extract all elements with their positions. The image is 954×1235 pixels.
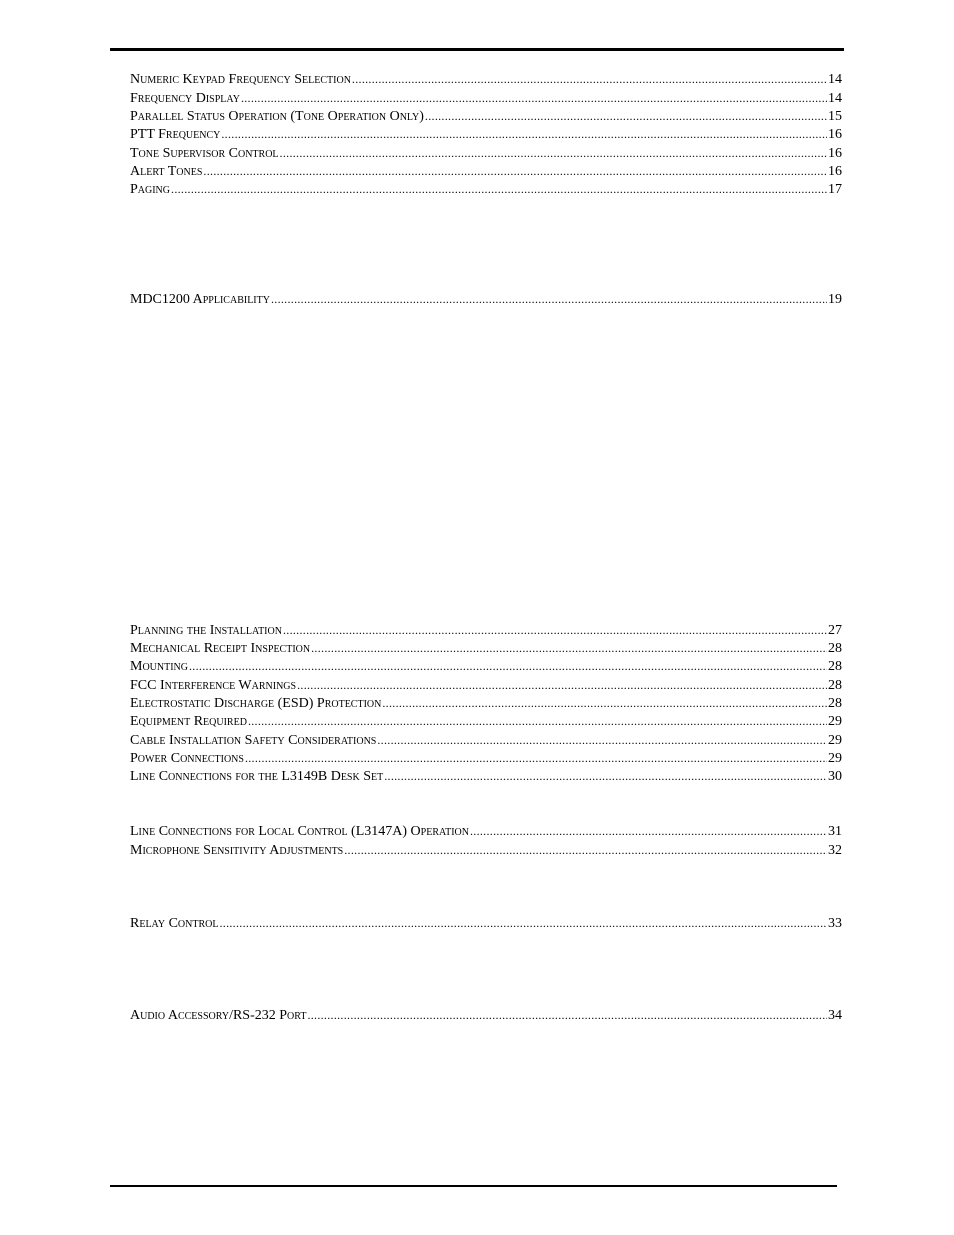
toc-entry-mechanical-receipt-inspection[interactable] (130, 640, 842, 656)
toc-entry-planning-the-installation[interactable] (130, 622, 842, 638)
toc-entry-title: Numeric Keypad Frequency Selection (130, 72, 351, 87)
toc-entry-tone-supervisor-control[interactable] (130, 145, 842, 161)
dot-leader (219, 915, 827, 931)
toc-entry-title: FCC Interference Warnings (130, 678, 297, 693)
dot-leader (470, 823, 827, 839)
dot-leader (221, 126, 827, 142)
toc-entry-page: 14 (828, 91, 842, 106)
dot-leader (384, 768, 827, 784)
header-rule (110, 48, 844, 51)
dot-leader (382, 695, 827, 711)
toc-entry-page: 28 (828, 696, 842, 711)
toc-entry-page: 14 (828, 72, 842, 87)
toc-entry-title: Alert Tones (130, 164, 203, 179)
toc-entry-page: 28 (828, 641, 842, 656)
toc-entry-microphone-sensitivity[interactable] (130, 842, 842, 858)
dot-leader (344, 842, 827, 858)
toc-entry-audio-accessory-port[interactable] (130, 1007, 842, 1023)
toc-entry-title: Power Connections (130, 751, 244, 766)
toc-entry-page: 16 (828, 146, 842, 161)
toc-entry-title: Tone Supervisor Control (130, 146, 279, 161)
toc-entry-title: Planning the Installation (130, 623, 282, 638)
toc-entry-page: 29 (828, 733, 842, 748)
dot-leader (283, 622, 827, 638)
toc-entry-line-connections-local-control[interactable] (130, 823, 842, 839)
toc-entry-page: 16 (828, 164, 842, 179)
toc-entry-page: 29 (828, 714, 842, 729)
dot-leader (311, 640, 827, 656)
toc-entry-page: 27 (828, 623, 842, 638)
dot-leader (425, 108, 827, 124)
toc-entry-mdc1200-applicability[interactable] (130, 291, 842, 307)
toc-entry-title: Relay Control (130, 916, 219, 931)
toc-entry-relay-control[interactable] (130, 915, 842, 931)
toc-entry-title: Equipment Required (130, 714, 247, 729)
toc-entry-page: 19 (828, 292, 842, 307)
toc-entry-title: Cable Installation Safety Considerations (130, 733, 377, 748)
dot-leader (248, 713, 827, 729)
toc-entry-page: 28 (828, 678, 842, 693)
dot-leader (297, 677, 827, 693)
toc-entry-paging[interactable] (130, 181, 842, 197)
toc-entry-page: 17 (828, 182, 842, 197)
dot-leader (271, 291, 827, 307)
toc-entry-page: 30 (828, 769, 842, 784)
toc-entry-title: Parallel Status Operation (Tone Operation Only) (130, 109, 424, 124)
toc-entry-title: Paging (130, 182, 171, 197)
toc-entry-title: Line Connections for the L3149B Desk Set (130, 769, 384, 784)
toc-entry-title: Audio Accessory/RS-232 Port (130, 1008, 307, 1023)
toc-entry-esd-protection[interactable] (130, 695, 842, 711)
dot-leader (189, 658, 827, 674)
toc-entry-title: Mechanical Receipt Inspection (130, 641, 311, 656)
dot-leader (245, 750, 827, 766)
dot-leader (352, 71, 827, 87)
toc-entry-parallel-status-operation[interactable] (130, 108, 842, 124)
toc-entry-title: PTT Frequency (130, 127, 221, 142)
toc-entry-line-connections-l3149b[interactable] (130, 768, 842, 784)
toc-entry-page: 31 (828, 824, 842, 839)
toc-entry-page: 33 (828, 916, 842, 931)
toc-entry-numeric-keypad-frequency-selection[interactable] (130, 71, 842, 87)
toc-entry-title: Mounting (130, 659, 188, 674)
toc-entry-title: Electrostatic Discharge (ESD) Protection (130, 696, 382, 711)
dot-leader (203, 163, 827, 179)
dot-leader (241, 90, 827, 106)
toc-entry-frequency-display[interactable] (130, 90, 842, 106)
toc-entry-title: Microphone Sensitivity Adjustments (130, 843, 344, 858)
toc-entry-page: 34 (828, 1008, 842, 1023)
toc-entry-equipment-required[interactable] (130, 713, 842, 729)
toc-entry-title: Line Connections for Local Control (L3147A) Operation (130, 824, 469, 839)
toc-entry-cable-installation-safety[interactable] (130, 732, 842, 748)
toc-entry-ptt-frequency[interactable] (130, 126, 842, 142)
dot-leader (171, 181, 827, 197)
footer-rule (110, 1185, 837, 1187)
dot-leader (280, 145, 827, 161)
toc-entry-title: MDC1200 Applicability (130, 292, 270, 307)
toc-entry-fcc-interference-warnings[interactable] (130, 677, 842, 693)
toc-entry-page: 32 (828, 843, 842, 858)
toc-entry-alert-tones[interactable] (130, 163, 842, 179)
toc-entry-page: 28 (828, 659, 842, 674)
toc-entry-mounting[interactable] (130, 658, 842, 674)
dot-leader (307, 1007, 827, 1023)
dot-leader (377, 732, 827, 748)
toc-entry-page: 15 (828, 109, 842, 124)
toc-entry-power-connections[interactable] (130, 750, 842, 766)
toc-entry-page: 29 (828, 751, 842, 766)
toc-entry-page: 16 (828, 127, 842, 142)
toc-entry-title: Frequency Display (130, 91, 240, 106)
